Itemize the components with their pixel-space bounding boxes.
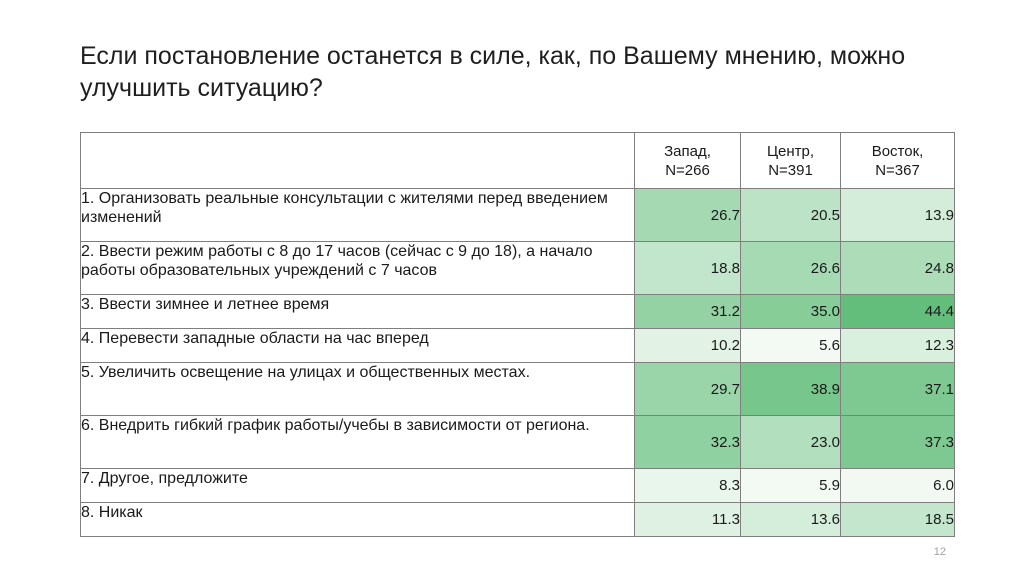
row-label: 5. Увеличить освещение на улицах и общественных местах. bbox=[81, 363, 635, 416]
value-cell: 38.9 bbox=[741, 363, 841, 416]
row-label: 6. Внедрить гибкий график работы/учебы в зависимости от региона. bbox=[81, 416, 635, 469]
value-cell: 10.2 bbox=[635, 329, 741, 363]
value-cell: 37.1 bbox=[841, 363, 955, 416]
column-header-line: N=266 bbox=[665, 161, 710, 179]
value-cell: 37.3 bbox=[841, 416, 955, 469]
results-table bbox=[80, 132, 955, 537]
value-cell: 18.8 bbox=[635, 242, 741, 295]
column-header-line: N=367 bbox=[875, 161, 920, 179]
value-cell: 18.5 bbox=[841, 503, 955, 537]
value-cell: 29.7 bbox=[635, 363, 741, 416]
table-row bbox=[81, 363, 955, 416]
table-row bbox=[81, 329, 955, 363]
value-cell: 31.2 bbox=[635, 295, 741, 329]
value-cell: 23.0 bbox=[741, 416, 841, 469]
row-label: 4. Перевести западные области на час вперед bbox=[81, 329, 635, 363]
value-cell: 13.9 bbox=[841, 189, 955, 242]
column-header-east bbox=[841, 133, 955, 189]
value-cell: 44.4 bbox=[841, 295, 955, 329]
value-cell: 35.0 bbox=[741, 295, 841, 329]
value-cell: 26.6 bbox=[741, 242, 841, 295]
column-header-line: Центр, bbox=[766, 142, 815, 160]
row-label: 8. Никак bbox=[81, 503, 635, 537]
table-header-row bbox=[81, 133, 955, 189]
page-number: 12 bbox=[933, 546, 946, 558]
table-row bbox=[81, 469, 955, 503]
row-label: 3. Ввести зимнее и летнее время bbox=[81, 295, 635, 329]
value-cell: 20.5 bbox=[741, 189, 841, 242]
table-row bbox=[81, 242, 955, 295]
value-cell: 32.3 bbox=[635, 416, 741, 469]
header-corner-cell bbox=[81, 133, 635, 189]
value-cell: 8.3 bbox=[635, 469, 741, 503]
value-cell: 12.3 bbox=[841, 329, 955, 363]
value-cell: 5.6 bbox=[741, 329, 841, 363]
column-header-center bbox=[741, 133, 841, 189]
value-cell: 24.8 bbox=[841, 242, 955, 295]
row-label: 7. Другое, предложите bbox=[81, 469, 635, 503]
slide-title: Если постановление останется в силе, как, по Вашему мнению, можно улучшить ситуацию? bbox=[80, 42, 906, 102]
column-header-line: Восток, bbox=[871, 142, 924, 160]
value-cell: 11.3 bbox=[635, 503, 741, 537]
table-row bbox=[81, 503, 955, 537]
row-label: 2. Ввести режим работы с 8 до 17 часов (сейчас с 9 до 18), а начало работы образовательных учреждений с 7 часов bbox=[81, 242, 635, 295]
value-cell: 13.6 bbox=[741, 503, 841, 537]
table-row bbox=[81, 189, 955, 242]
column-header-west bbox=[635, 133, 741, 189]
column-header-line: Запад, bbox=[664, 142, 711, 160]
table-row bbox=[81, 295, 955, 329]
row-label: 1. Организовать реальные консультации с жителями перед введением изменений bbox=[81, 189, 635, 242]
value-cell: 5.9 bbox=[741, 469, 841, 503]
column-header-line: N=391 bbox=[768, 161, 813, 179]
table-row bbox=[81, 416, 955, 469]
value-cell: 6.0 bbox=[841, 469, 955, 503]
value-cell: 26.7 bbox=[635, 189, 741, 242]
